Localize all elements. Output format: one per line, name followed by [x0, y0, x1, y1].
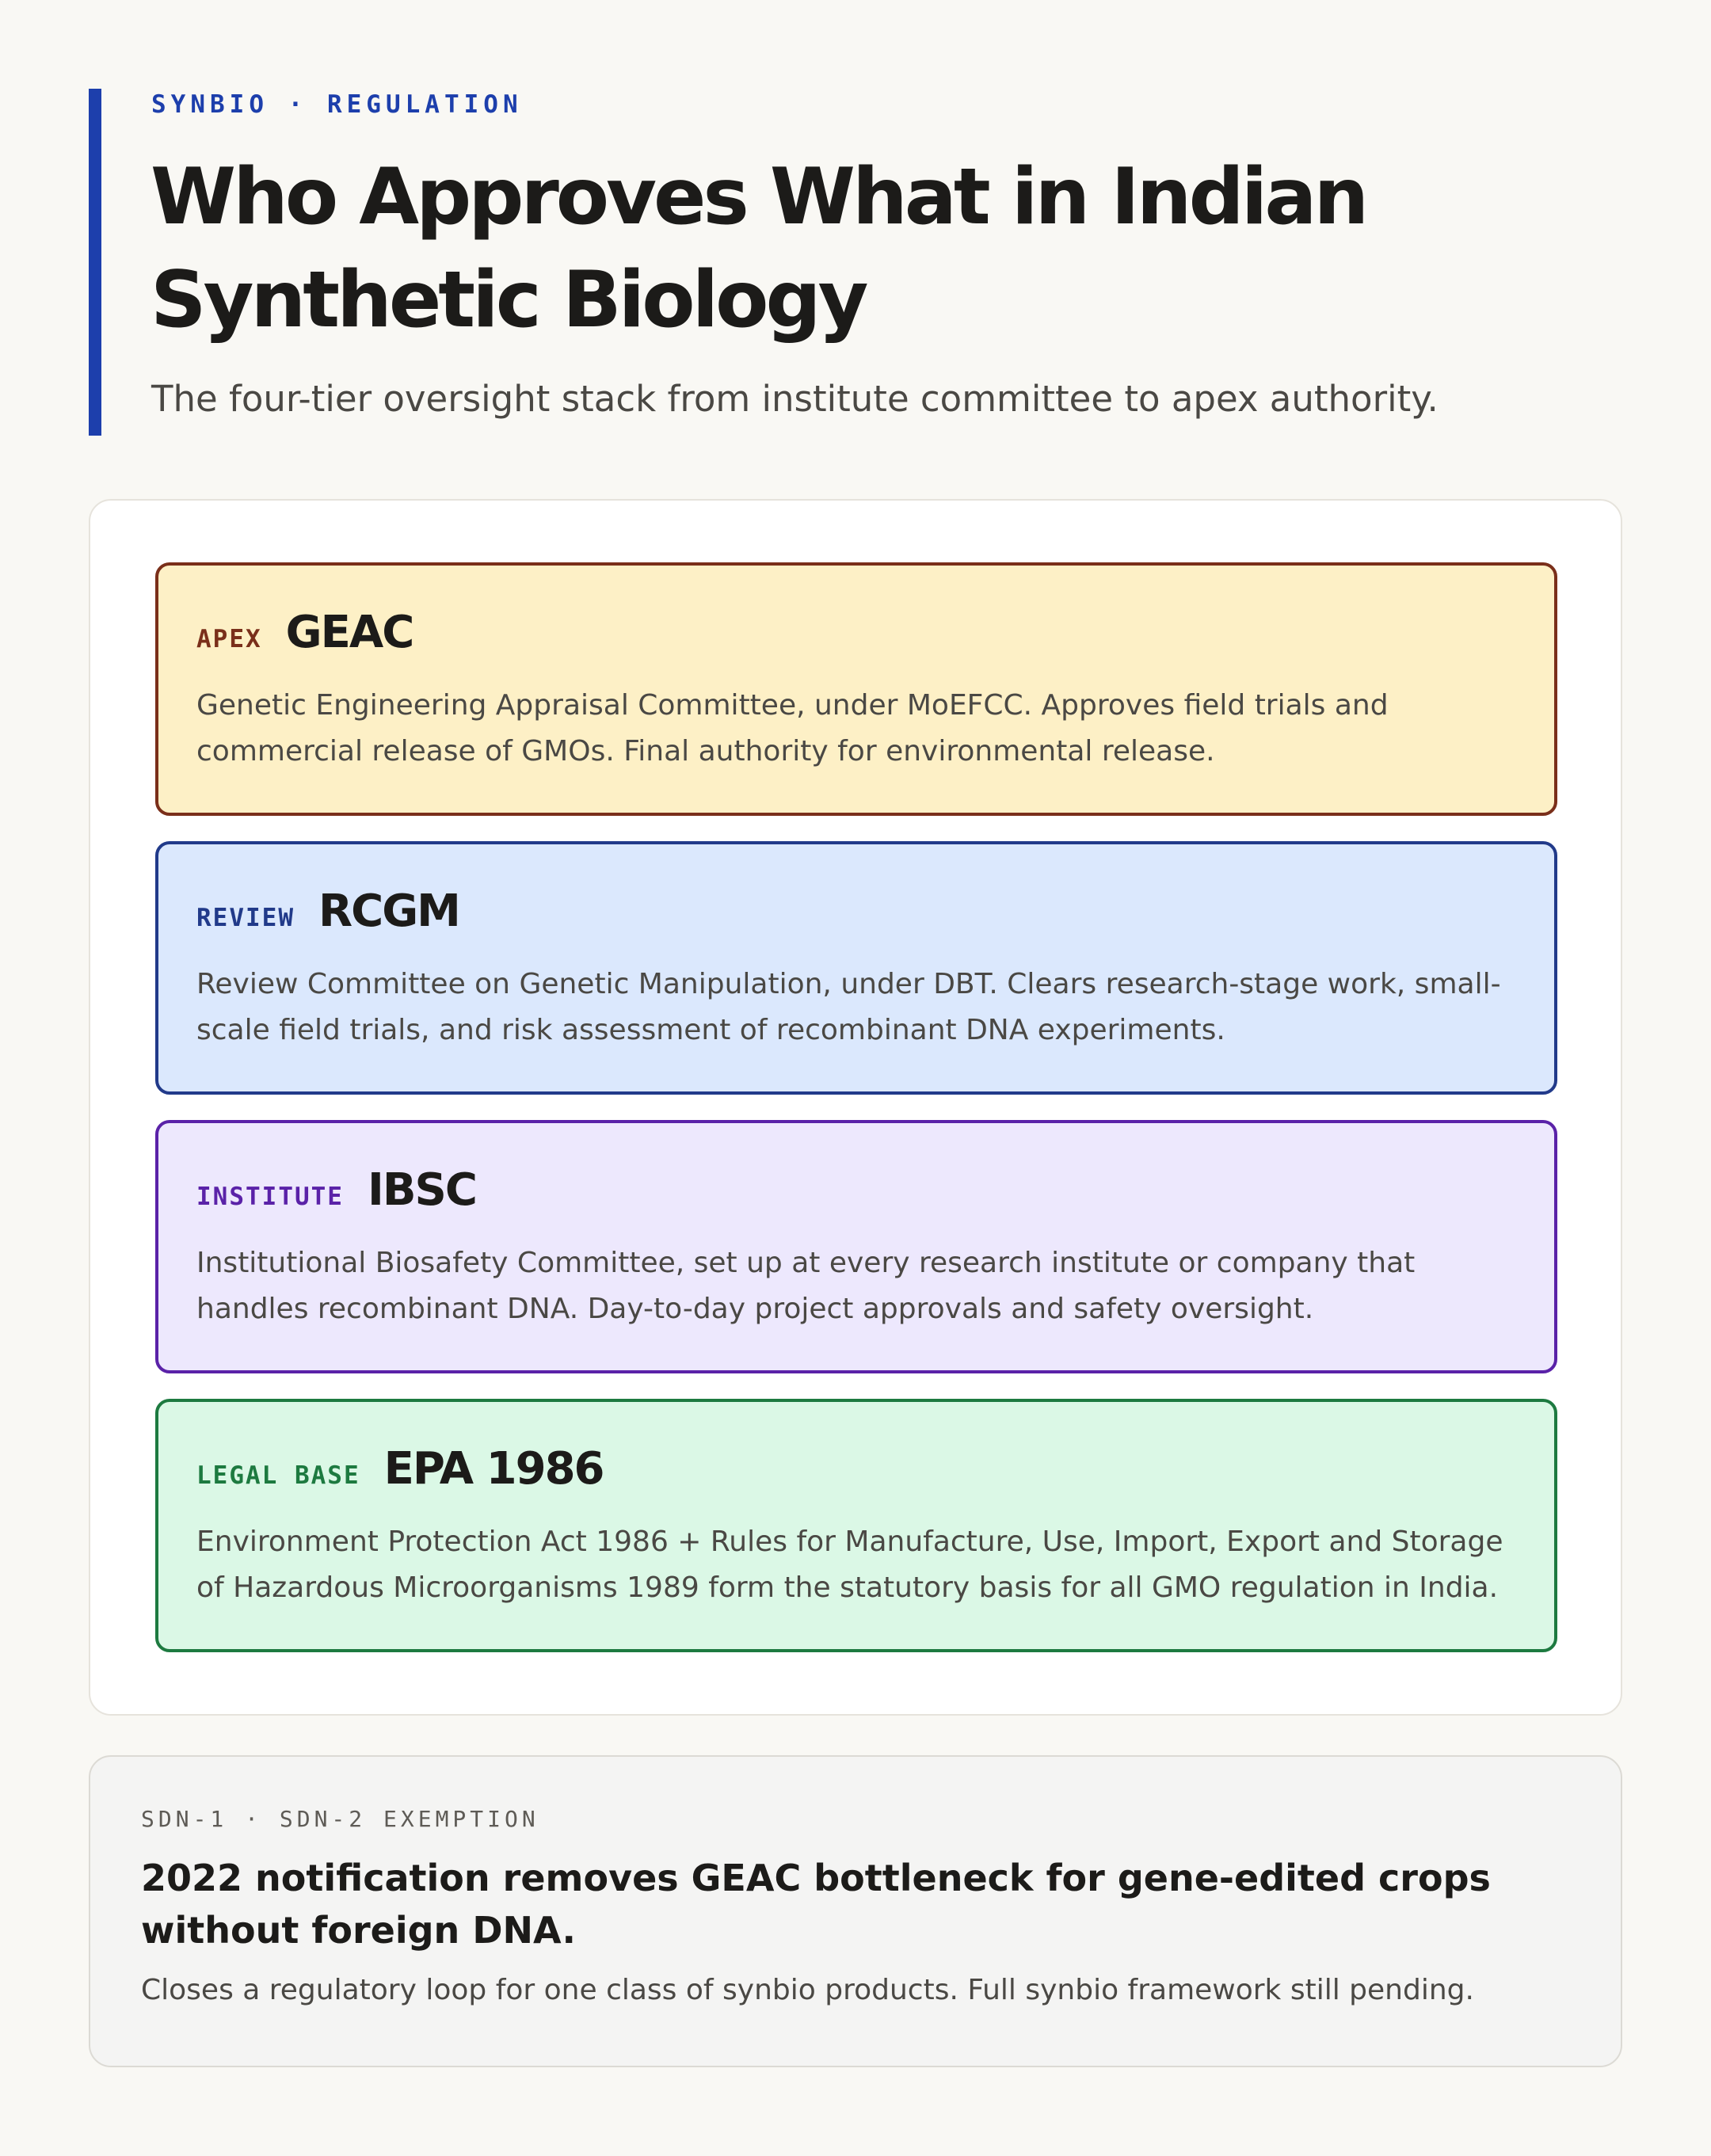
tier-heading: [196, 1164, 476, 1216]
tier-tag: REVIEW: [196, 904, 295, 932]
tier-description: Institutional Biosafety Committee, set up at every research institute or company that handles recombinant DNA. Day-to-day project approvals and safety oversight.: [196, 1247, 1416, 1325]
tier-heading: [196, 886, 459, 937]
tier-name: RCGM: [318, 886, 459, 937]
note-eyebrow: SDN-1 · SDN-2 EXEMPTION: [141, 1806, 539, 1832]
page-title: Who Approves What in Indian Synthetic Biology: [151, 152, 1366, 345]
tier-apex: [155, 562, 1557, 816]
tier-name: EPA 1986: [383, 1443, 604, 1495]
tier-tag: APEX: [196, 625, 262, 653]
tier-tag: LEGAL BASE: [196, 1461, 360, 1490]
page-subtitle: The four-tier oversight stack from institute committee to apex authority.: [151, 378, 1439, 420]
oversight-stack-card: [89, 499, 1622, 1716]
tier-institute: [155, 1120, 1557, 1373]
tier-review: [155, 841, 1557, 1095]
tier-legal-base: [155, 1399, 1557, 1652]
tier-tag: INSTITUTE: [196, 1183, 344, 1211]
note-body: Closes a regulatory loop for one class of synbio products. Full synbio framework still pending.: [141, 1974, 1474, 2006]
tier-heading: [196, 607, 413, 658]
tier-description: Environment Protection Act 1986 + Rules for Manufacture, Use, Import, Export and Storage of Hazardous Microorganisms 1989 form the statutory basis for all GMO regulation in India.: [196, 1526, 1503, 1604]
tier-description: Review Committee on Genetic Manipulation, under DBT. Clears research-stage work, small-scale field trials, and risk assessment of recombinant DNA experiments.: [196, 968, 1501, 1046]
page-header: [89, 89, 1641, 436]
tier-name: GEAC: [285, 607, 413, 658]
note-title: 2022 notification removes GEAC bottleneck for gene-edited crops without foreign DNA.: [141, 1857, 1491, 1952]
tier-name: IBSC: [367, 1164, 476, 1216]
eyebrow-label: SYNBIO · REGULATION: [151, 90, 523, 119]
tier-heading: [196, 1443, 604, 1495]
tier-description: Genetic Engineering Appraisal Committee, under MoEFCC. Approves field trials and commercial release of GMOs. Final authority for environmental release.: [196, 689, 1389, 768]
exemption-note-card: [89, 1755, 1622, 2067]
